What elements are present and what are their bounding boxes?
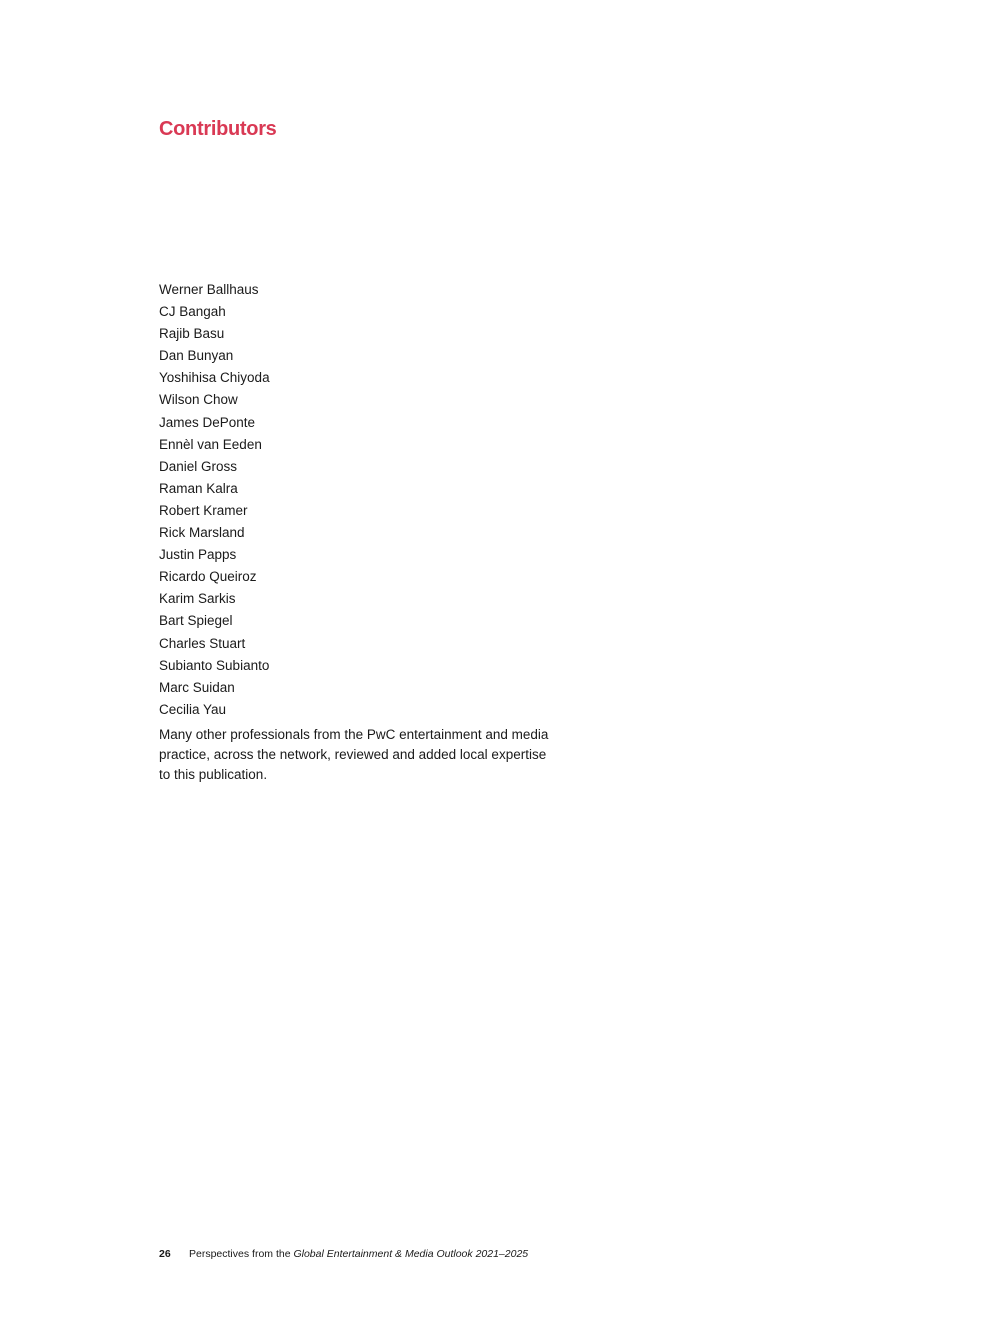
publication-title: Global Entertainment & Media Outlook 2021–2025: [293, 1248, 529, 1260]
contributor-name: Bart Spiegel: [159, 613, 233, 629]
page-number: 26: [159, 1248, 171, 1260]
contributor-name: Wilson Chow: [159, 392, 238, 408]
contributor-name: Dan Bunyan: [159, 348, 234, 364]
contributor-name: Marc Suidan: [159, 679, 235, 695]
contributor-name: Subianto Subianto: [159, 657, 270, 673]
contributor-name: Daniel Gross: [159, 458, 238, 474]
contributor-name: Ennèl van Eeden: [159, 436, 262, 452]
page-title: Contributors: [159, 118, 277, 140]
contributor-name: Werner Ballhaus: [159, 282, 259, 297]
contributor-name: Yoshihisa Chiyoda: [159, 370, 270, 386]
contributor-list: [159, 279, 270, 721]
contributor-name: Charles Stuart: [159, 635, 246, 651]
contributor-name: Rajib Basu: [159, 326, 225, 342]
contributor-name: Justin Papps: [159, 547, 237, 563]
contributor-name: Karim Sarkis: [159, 591, 236, 607]
contributors-note: Many other professionals from the PwC entertainment and media practice, across the network, reviewed and added local expertise to this publication.: [159, 727, 549, 782]
contributor-name: Cecilia Yau: [159, 701, 227, 717]
contributor-name: James DePonte: [159, 414, 256, 430]
contributor-name: Ricardo Queiroz: [159, 569, 257, 585]
contributor-name: Rick Marsland: [159, 525, 245, 541]
contributor-name: Robert Kramer: [159, 502, 248, 518]
footer-prefix: Perspectives from the: [189, 1248, 294, 1260]
page-footer: [159, 1248, 528, 1260]
contributor-name: Raman Kalra: [159, 480, 238, 496]
contributor-name: CJ Bangah: [159, 304, 226, 320]
